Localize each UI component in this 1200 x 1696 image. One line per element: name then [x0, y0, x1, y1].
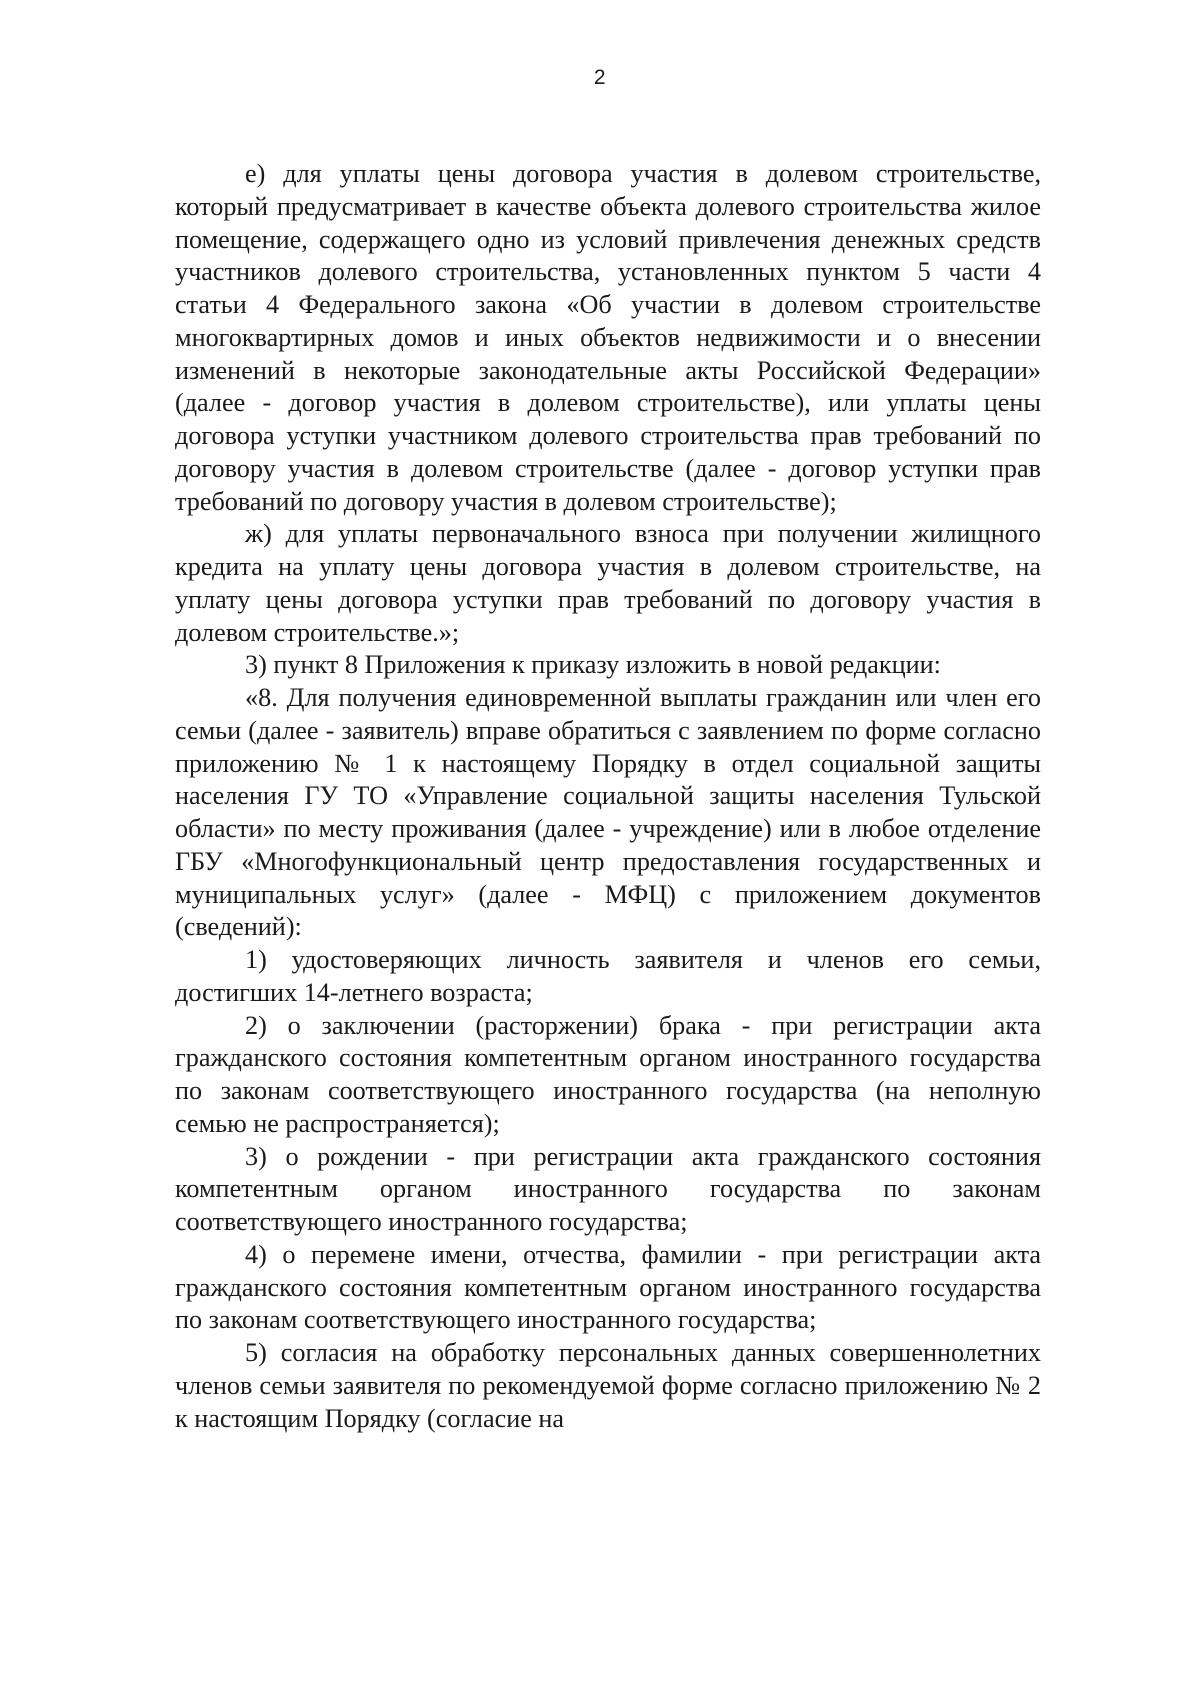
document-body	[175, 158, 1041, 1435]
paragraph-subitem-4: 4) о перемене имени, отчества, фамилии - при регистрации акта гражданского состояния компетентным органом иностранного государства по законам соответствующего иностранного государства;	[175, 1239, 1041, 1335]
page-number: 2	[593, 66, 607, 89]
paragraph-e: е) для уплаты цены договора участия в долевом строительстве, который предусматривает в качестве объекта долевого строительства жилое помещение, содержащего одно из условий привлечения денежных средств участников долевого строительства, установленных пунктом 5 части 4 статьи 4 Федерального закона «Об участии в долевом строительстве многоквартирных домов и иных объектов недвижимости и о внесении изменений в некоторые законодательные акты Российской Федерации» (далее - договор участия в долевом строительстве), или уплаты цены договора уступки участником долевого строительства прав требований по договору участия в долевом строительстве (далее - договор уступки прав требований по договору участия в долевом строительстве);	[175, 159, 1041, 516]
paragraph-point-8: «8. Для получения единовременной выплаты гражданин или член его семьи (далее - заявитель) вправе обратиться с заявлением по форме согласно приложению № 1 к настоящему Порядку в отдел социальной защиты населения ГУ ТО «Управление социальной защиты населения Тульской области» по месту проживания (далее - учреждение) или в любое отделение ГБУ «Многофункциональный центр предоставления государственных и муниципальных услуг» (далее - МФЦ) с приложением документов (сведений):	[175, 683, 1041, 942]
paragraph-item-3: 3) пункт 8 Приложения к приказу изложить в новой редакции:	[245, 650, 941, 680]
paragraph-subitem-5: 5) согласия на обработку персональных данных совершеннолетних членов семьи заявителя по рекомендуемой форме согласно приложению № 2 к настоящим Порядку (согласие на	[175, 1338, 1041, 1433]
paragraph-subitem-1: 1) удостоверяющих личность заявителя и членов его семьи, достигших 14-летнего возраста;	[175, 945, 1041, 1007]
paragraph-subitem-2: 2) о заключении (расторжении) брака - при регистрации акта гражданского состояния компетентным органом иностранного государства по законам соответствующего иностранного государства (на неполную семью не распространяется);	[175, 1010, 1041, 1138]
paragraph-zh: ж) для уплаты первоначального взноса при получении жилищного кредита на уплату цены договора участия в долевом строительстве, на уплату цены договора уступки прав требований по договору участия в долевом строительстве.»;	[175, 519, 1041, 647]
paragraph-subitem-3: 3) о рождении - при регистрации акта гражданского состояния компетентным органом иностранного государства по законам соответствующего иностранного государства;	[175, 1141, 1041, 1236]
